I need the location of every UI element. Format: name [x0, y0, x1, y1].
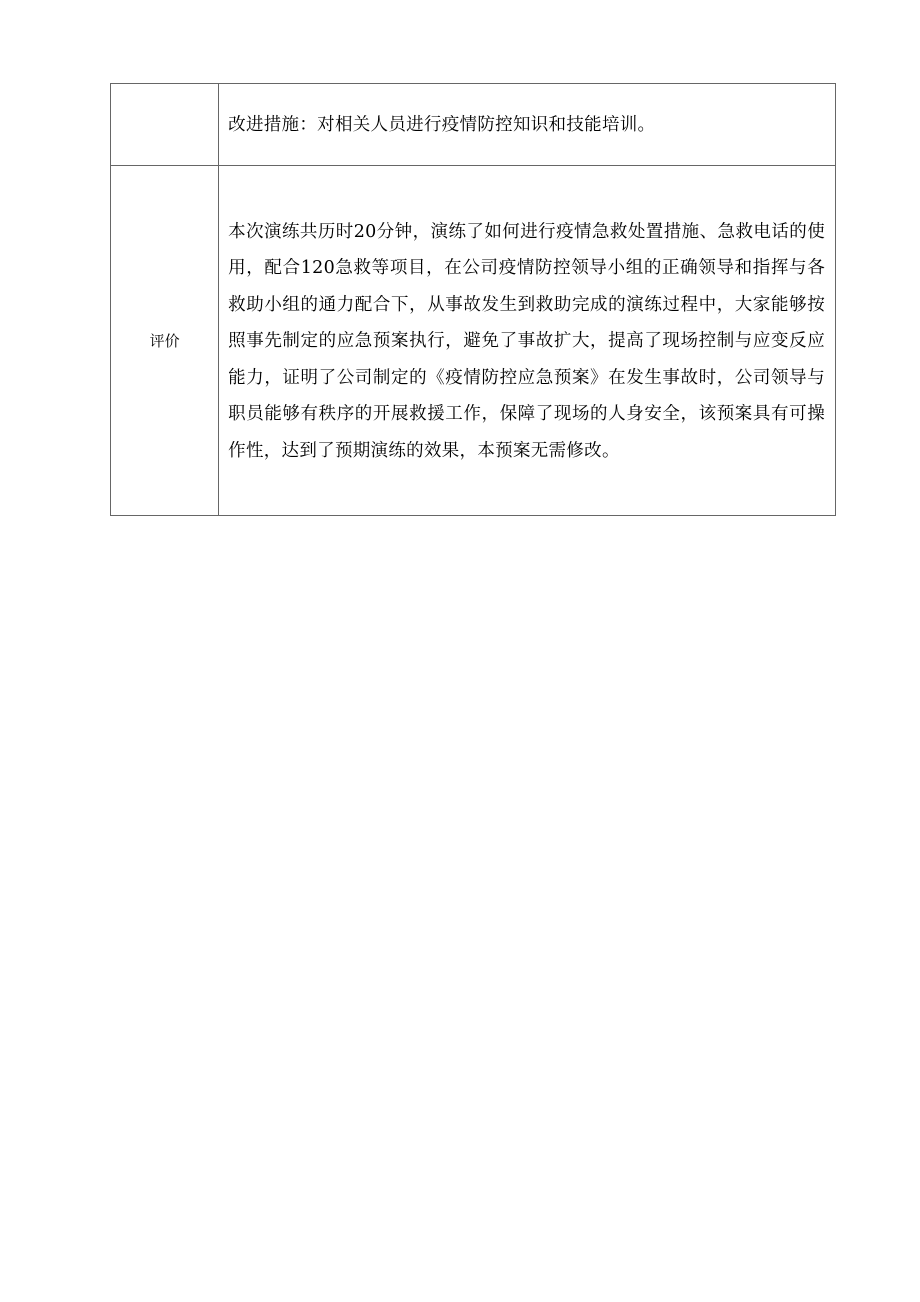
improvement-measures-text: 改进措施：对相关人员进行疫情防控知识和技能培训。 — [219, 84, 836, 166]
evaluation-cell — [219, 166, 836, 516]
evaluation-table — [110, 83, 836, 516]
table-row-improvement — [111, 84, 836, 166]
row-label-evaluation: 评价 — [111, 166, 219, 516]
row-label-improvement — [111, 84, 219, 166]
table-row-evaluation — [111, 166, 836, 516]
evaluation-text: 本次演练共历时20分钟，演练了如何进行疫情急救处置措施、急救电话的使用，配合120急救等项目，在公司疫情防控领导小组的正确领导和指挥与各救助小组的通力配合下，从事故发生到救助完成的演练过程中，大家能够按照事先制定的应急预案执行，避免了事故扩大，提高了现场控制与应变反应能力，证明了公司制定的《疫情防控应急预案》在发生事故时，公司领导与职员能够有秩序的开展救援工作，保障了现场的人身安全，该预案具有可操作性，达到了预期演练的效果，本预案无需修改。 — [228, 221, 825, 461]
